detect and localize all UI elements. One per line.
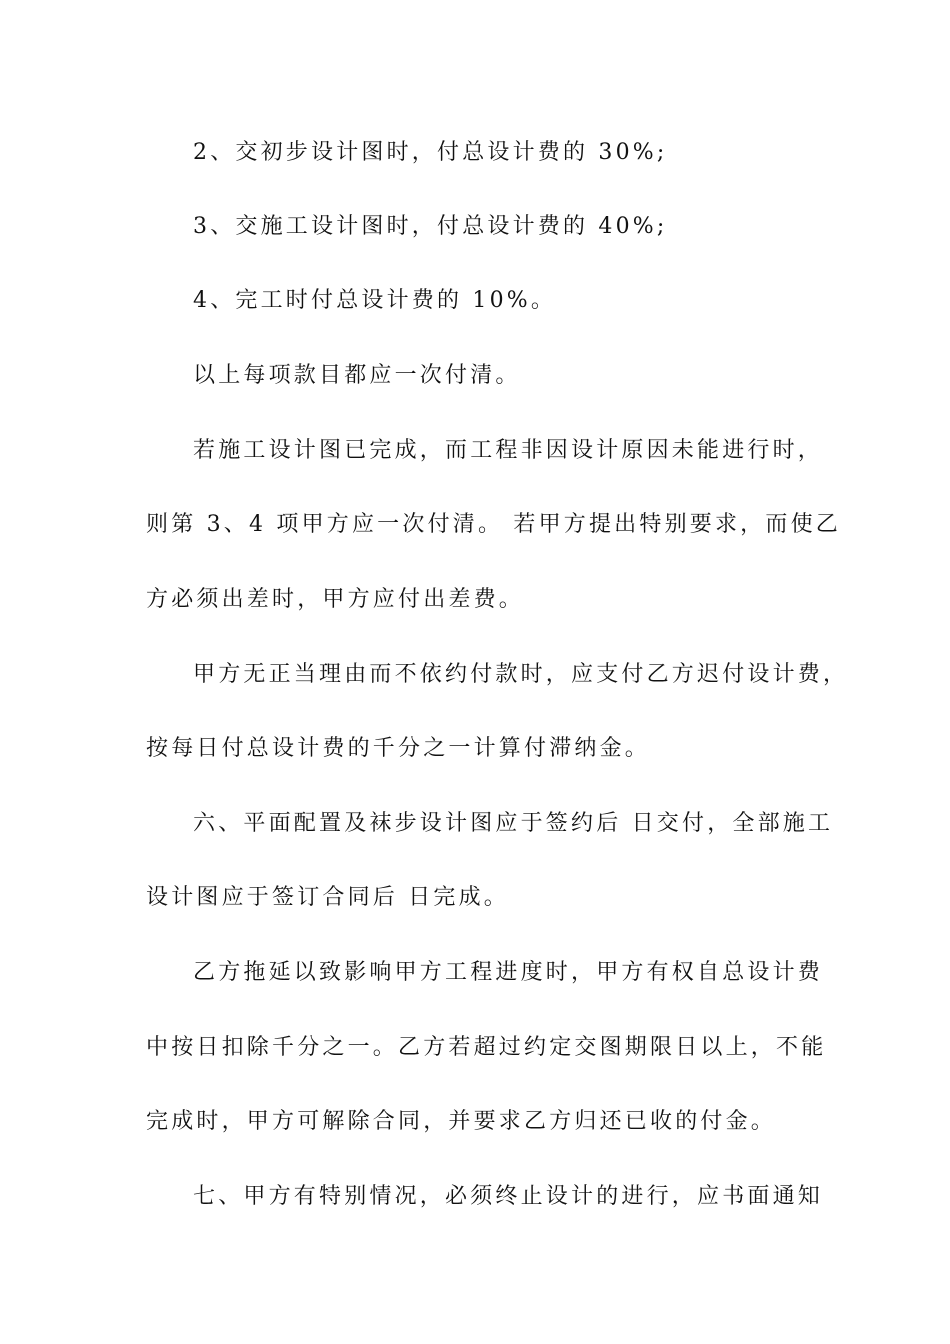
text-line-2: 3、交施工设计图时，付总设计费的 40%; (193, 214, 668, 239)
text-line-13: 中按日扣除千分之一。乙方若超过约定交图期限日以上，不能 (146, 1035, 827, 1060)
text-line-6: 则第 3、4 项甲方应一次付清。 若甲方提出特别要求，而使乙 (146, 512, 841, 537)
text-line-5: 若施工设计图已完成，而工程非因设计原因未能进行时， (193, 438, 824, 463)
text-line-10: 六、平面配置及袜步设计图应于签约后 日交付，全部施工 (193, 811, 834, 836)
text-line-9: 按每日付总设计费的千分之一计算付滞纳金。 (146, 736, 651, 761)
text-line-11: 设计图应于签订合同后 日完成。 (146, 885, 509, 910)
text-line-14: 完成时，甲方可解除合同，并要求乙方归还已收的付金。 (146, 1109, 777, 1134)
text-line-8: 甲方无正当理由而不依约付款时，应支付乙方迟付设计费， (193, 662, 849, 687)
text-line-15: 七、甲方有特别情况，必须终止设计的进行，应书面通知 (193, 1184, 824, 1209)
text-line-12: 乙方拖延以致影响甲方工程进度时，甲方有权自总设计费 (193, 960, 824, 985)
text-line-3: 4、完工时付总设计费的 10%。 (193, 288, 557, 313)
text-line-1: 2、交初步设计图时，付总设计费的 30%; (193, 140, 668, 165)
text-line-7: 方必须出差时，甲方应付出差费。 (146, 587, 525, 612)
text-line-4: 以上每项款目都应一次付清。 (193, 363, 521, 388)
